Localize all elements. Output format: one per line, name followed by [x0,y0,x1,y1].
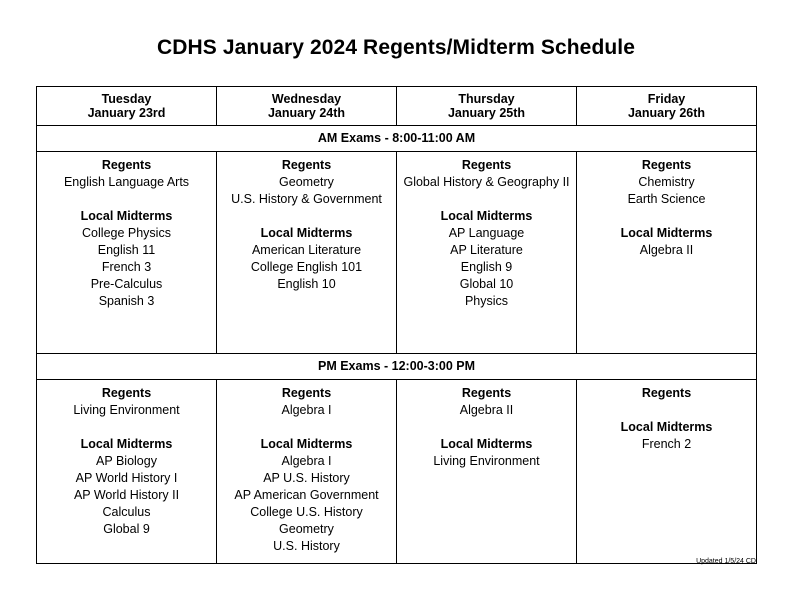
spacer [39,419,214,436]
day-date: January 23rd [87,106,166,120]
regents-exam: Living Environment [73,403,180,417]
midterm-exam: Spanish 3 [98,294,155,308]
page-title: CDHS January 2024 Regents/Midterm Schedule [156,36,636,59]
day-name: Friday [647,92,686,106]
midterm-exam: AP Biology [96,454,157,468]
midterm-exam: Pre-Calculus [90,277,163,291]
midterm-exam: AP World History II [73,488,180,502]
exam-cell [217,380,397,564]
exam-cell [37,380,217,564]
regents-exam: Earth Science [627,192,706,206]
midterm-exam: Calculus [102,505,151,519]
local-midterms-heading: Local Midterms [260,437,353,451]
day-header [217,87,397,126]
midterm-exam: AP Language [448,226,525,240]
local-midterms-heading: Local Midterms [80,437,173,451]
day-header [397,87,577,126]
spacer [579,208,754,225]
updated-note: Updated 1/5/24 CD [696,558,756,565]
exam-cell [397,380,577,564]
day-name: Thursday [458,92,515,106]
midterm-exam: Algebra II [639,243,694,257]
day-name: Tuesday [101,92,152,106]
midterm-exam: AP Literature [450,243,523,257]
exam-cell [577,380,757,564]
local-midterms-heading: Local Midterms [620,420,713,434]
local-midterms-heading: Local Midterms [620,226,713,240]
midterm-exam: English 11 [97,243,156,257]
regents-heading: Regents [101,158,152,172]
midterm-exam: Algebra I [281,454,332,468]
schedule-table [36,86,757,564]
midterm-exam: College U.S. History [250,505,363,519]
am-exams-row [37,152,757,354]
exam-cell [217,152,397,354]
regents-heading: Regents [641,386,692,400]
spacer [399,419,574,436]
midterm-exam: AP World History I [75,471,178,485]
regents-heading: Regents [641,158,692,172]
exam-cell [37,152,217,354]
midterm-exam: American Literature [251,243,362,257]
day-header [37,87,217,126]
day-date: January 25th [447,106,526,120]
regents-exam: English Language Arts [63,175,190,189]
midterm-exam: Living Environment [433,454,540,468]
midterm-exam: English 10 [277,277,336,291]
midterm-exam: Global 10 [459,277,514,291]
spacer [39,191,214,208]
midterm-exam: AP American Government [234,488,379,502]
midterm-exam: College Physics [82,226,171,240]
regents-heading: Regents [461,386,512,400]
regents-exam: Geometry [279,175,334,189]
day-name: Wednesday [271,92,342,106]
local-midterms-heading: Local Midterms [440,209,533,223]
pm-exams-row [37,380,757,564]
exam-cell [577,152,757,354]
midterm-exam: Physics [464,294,509,308]
spacer [219,208,394,225]
regents-heading: Regents [281,386,332,400]
exam-cell [397,152,577,354]
regents-heading: Regents [461,158,512,172]
midterm-exam: Global 9 [103,522,150,536]
regents-exam: U.S. History & Government [231,192,382,206]
midterm-exam: French 3 [101,260,152,274]
pm-exams-label: PM Exams - 12:00-3:00 PM [37,354,757,380]
pm-band-row [37,354,757,380]
midterm-exam: College English 101 [250,260,363,274]
day-header-row [37,87,757,126]
spacer [219,419,394,436]
spacer [399,191,574,208]
local-midterms-heading: Local Midterms [440,437,533,451]
midterm-exam: French 2 [641,437,692,451]
regents-exam: Global History & Geography II [403,175,570,189]
am-exams-label: AM Exams - 8:00-11:00 AM [37,126,757,152]
day-date: January 26th [627,106,706,120]
midterm-exam: English 9 [460,260,513,274]
regents-exam: Algebra II [459,403,514,417]
day-date: January 24th [267,106,346,120]
local-midterms-heading: Local Midterms [260,226,353,240]
regents-exam: Algebra I [281,403,332,417]
midterm-exam: AP U.S. History [263,471,350,485]
midterm-exam: U.S. History [273,539,340,553]
am-band-row [37,126,757,152]
regents-exam: Chemistry [638,175,695,189]
midterm-exam: Geometry [279,522,334,536]
regents-heading: Regents [101,386,152,400]
spacer [579,402,754,419]
regents-heading: Regents [281,158,332,172]
day-header [577,87,757,126]
local-midterms-heading: Local Midterms [80,209,173,223]
